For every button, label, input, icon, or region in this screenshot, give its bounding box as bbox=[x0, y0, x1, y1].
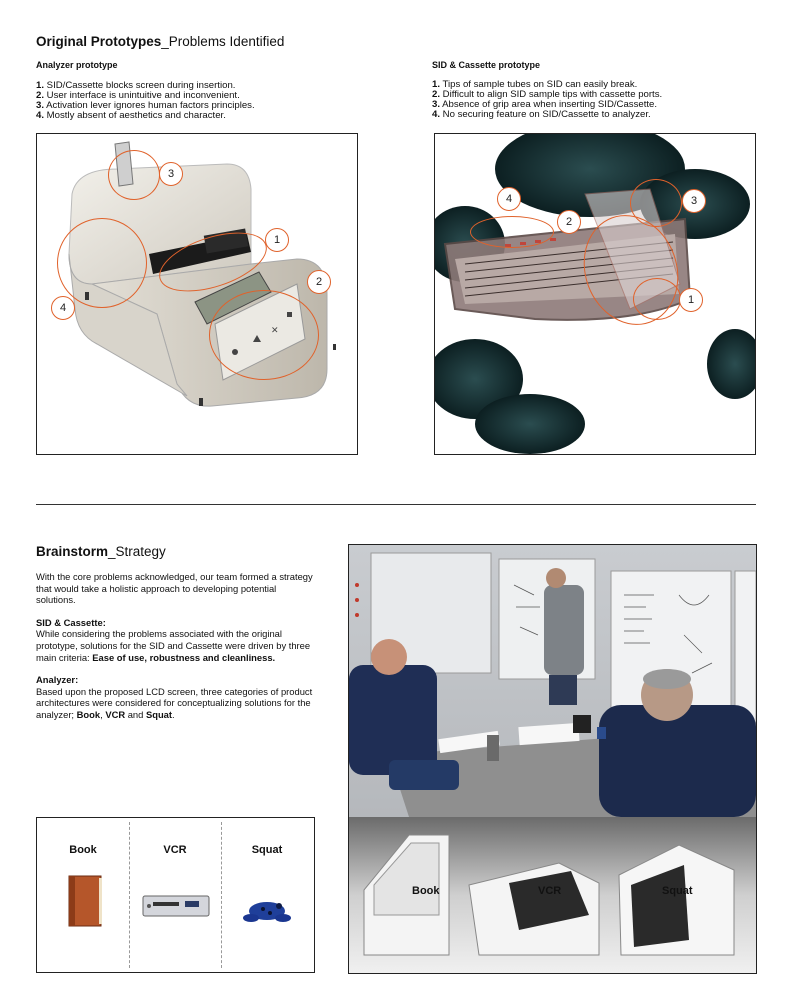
meeting-photo bbox=[349, 545, 756, 973]
divider bbox=[129, 822, 130, 968]
model-vcr-label: VCR bbox=[538, 885, 562, 897]
callout-number: 1 bbox=[265, 228, 289, 252]
list-item: 4. Mostly absent of aesthetics and character. bbox=[36, 110, 226, 121]
callout-number: 1 bbox=[679, 288, 703, 312]
section1-title bbox=[36, 34, 284, 49]
architecture-categories bbox=[36, 817, 315, 973]
list-item: 1. Tips of sample tubes on SID can easily break. bbox=[432, 79, 638, 90]
book-icon bbox=[65, 874, 105, 928]
list-item: 2. Difficult to align SID sample tips with cassette ports. bbox=[432, 89, 663, 100]
divider bbox=[221, 822, 222, 968]
callout-number: 3 bbox=[159, 162, 183, 186]
section-divider bbox=[36, 504, 756, 505]
model-squat-label: Squat bbox=[662, 885, 693, 897]
callout-ring bbox=[108, 150, 160, 200]
sid-problem-list bbox=[432, 80, 752, 120]
list-item: 2. User interface is unintuitive and inconvenient. bbox=[36, 90, 240, 101]
section2-title bbox=[36, 544, 166, 559]
sid-cassette-photo bbox=[434, 133, 756, 455]
analyzer-heading: Analyzer prototype bbox=[36, 60, 118, 70]
category-vcr-label: VCR bbox=[163, 844, 187, 856]
sid-cassette-heading: SID & Cassette: bbox=[36, 616, 106, 628]
sid-cassette-paragraph: SID & Cassette: While considering the problems associated with the original prototype, solutions for the SID and Cassette were driven by three main criteria: Ease of use, robustness and cleanliness. bbox=[36, 616, 311, 663]
list-item: 1. SID/Cassette blocks screen during insertion. bbox=[36, 80, 236, 91]
brainstorm-photos bbox=[348, 544, 757, 974]
callout-ring bbox=[57, 218, 147, 308]
analyzer-photo bbox=[36, 133, 358, 455]
section2-title-bold: Brainstorm bbox=[36, 544, 109, 559]
list-item: 4. No securing feature on SID/Cassette to analyzer. bbox=[432, 109, 651, 120]
strategy-text bbox=[36, 571, 316, 721]
callout-number: 2 bbox=[557, 210, 581, 234]
callout-ring bbox=[630, 179, 682, 227]
category-squat-label: Squat bbox=[251, 844, 283, 856]
sid-heading: SID & Cassette prototype bbox=[432, 60, 541, 70]
callout-ring bbox=[633, 278, 681, 320]
section1-title-bold: Original Prototypes bbox=[36, 34, 162, 49]
callout-number: 3 bbox=[682, 189, 706, 213]
callout-number: 4 bbox=[51, 296, 75, 320]
squat-frog-icon bbox=[237, 896, 297, 926]
section2-title-rest: _Strategy bbox=[108, 544, 166, 559]
callout-ring bbox=[209, 290, 319, 380]
callout-number: 2 bbox=[307, 270, 331, 294]
callout-number: 4 bbox=[497, 187, 521, 211]
analyzer-subheading: Analyzer: bbox=[36, 674, 79, 686]
callout-ring bbox=[470, 216, 554, 248]
section1-title-rest: _Problems Identified bbox=[161, 34, 285, 49]
svg-text:✕: ✕ bbox=[271, 326, 279, 336]
intro-paragraph: With the core problems acknowledged, our team formed a strategy that would take a holistic approach to developing potential solutions. bbox=[36, 571, 313, 606]
list-item: 3. Absence of grip area when inserting SID/Cassette. bbox=[432, 99, 658, 110]
analyzer-paragraph: Analyzer: Based upon the proposed LCD screen, three categories of product architectures were considered for conceptualizing solutions for the analyzer; Book, VCR and Squat. bbox=[36, 674, 313, 720]
model-book-label: Book bbox=[412, 885, 440, 897]
list-item: 3. Activation lever ignores human factors principles. bbox=[36, 100, 255, 111]
category-book-label: Book bbox=[69, 844, 97, 856]
analyzer-problem-list bbox=[36, 81, 336, 121]
vcr-icon bbox=[141, 892, 211, 920]
